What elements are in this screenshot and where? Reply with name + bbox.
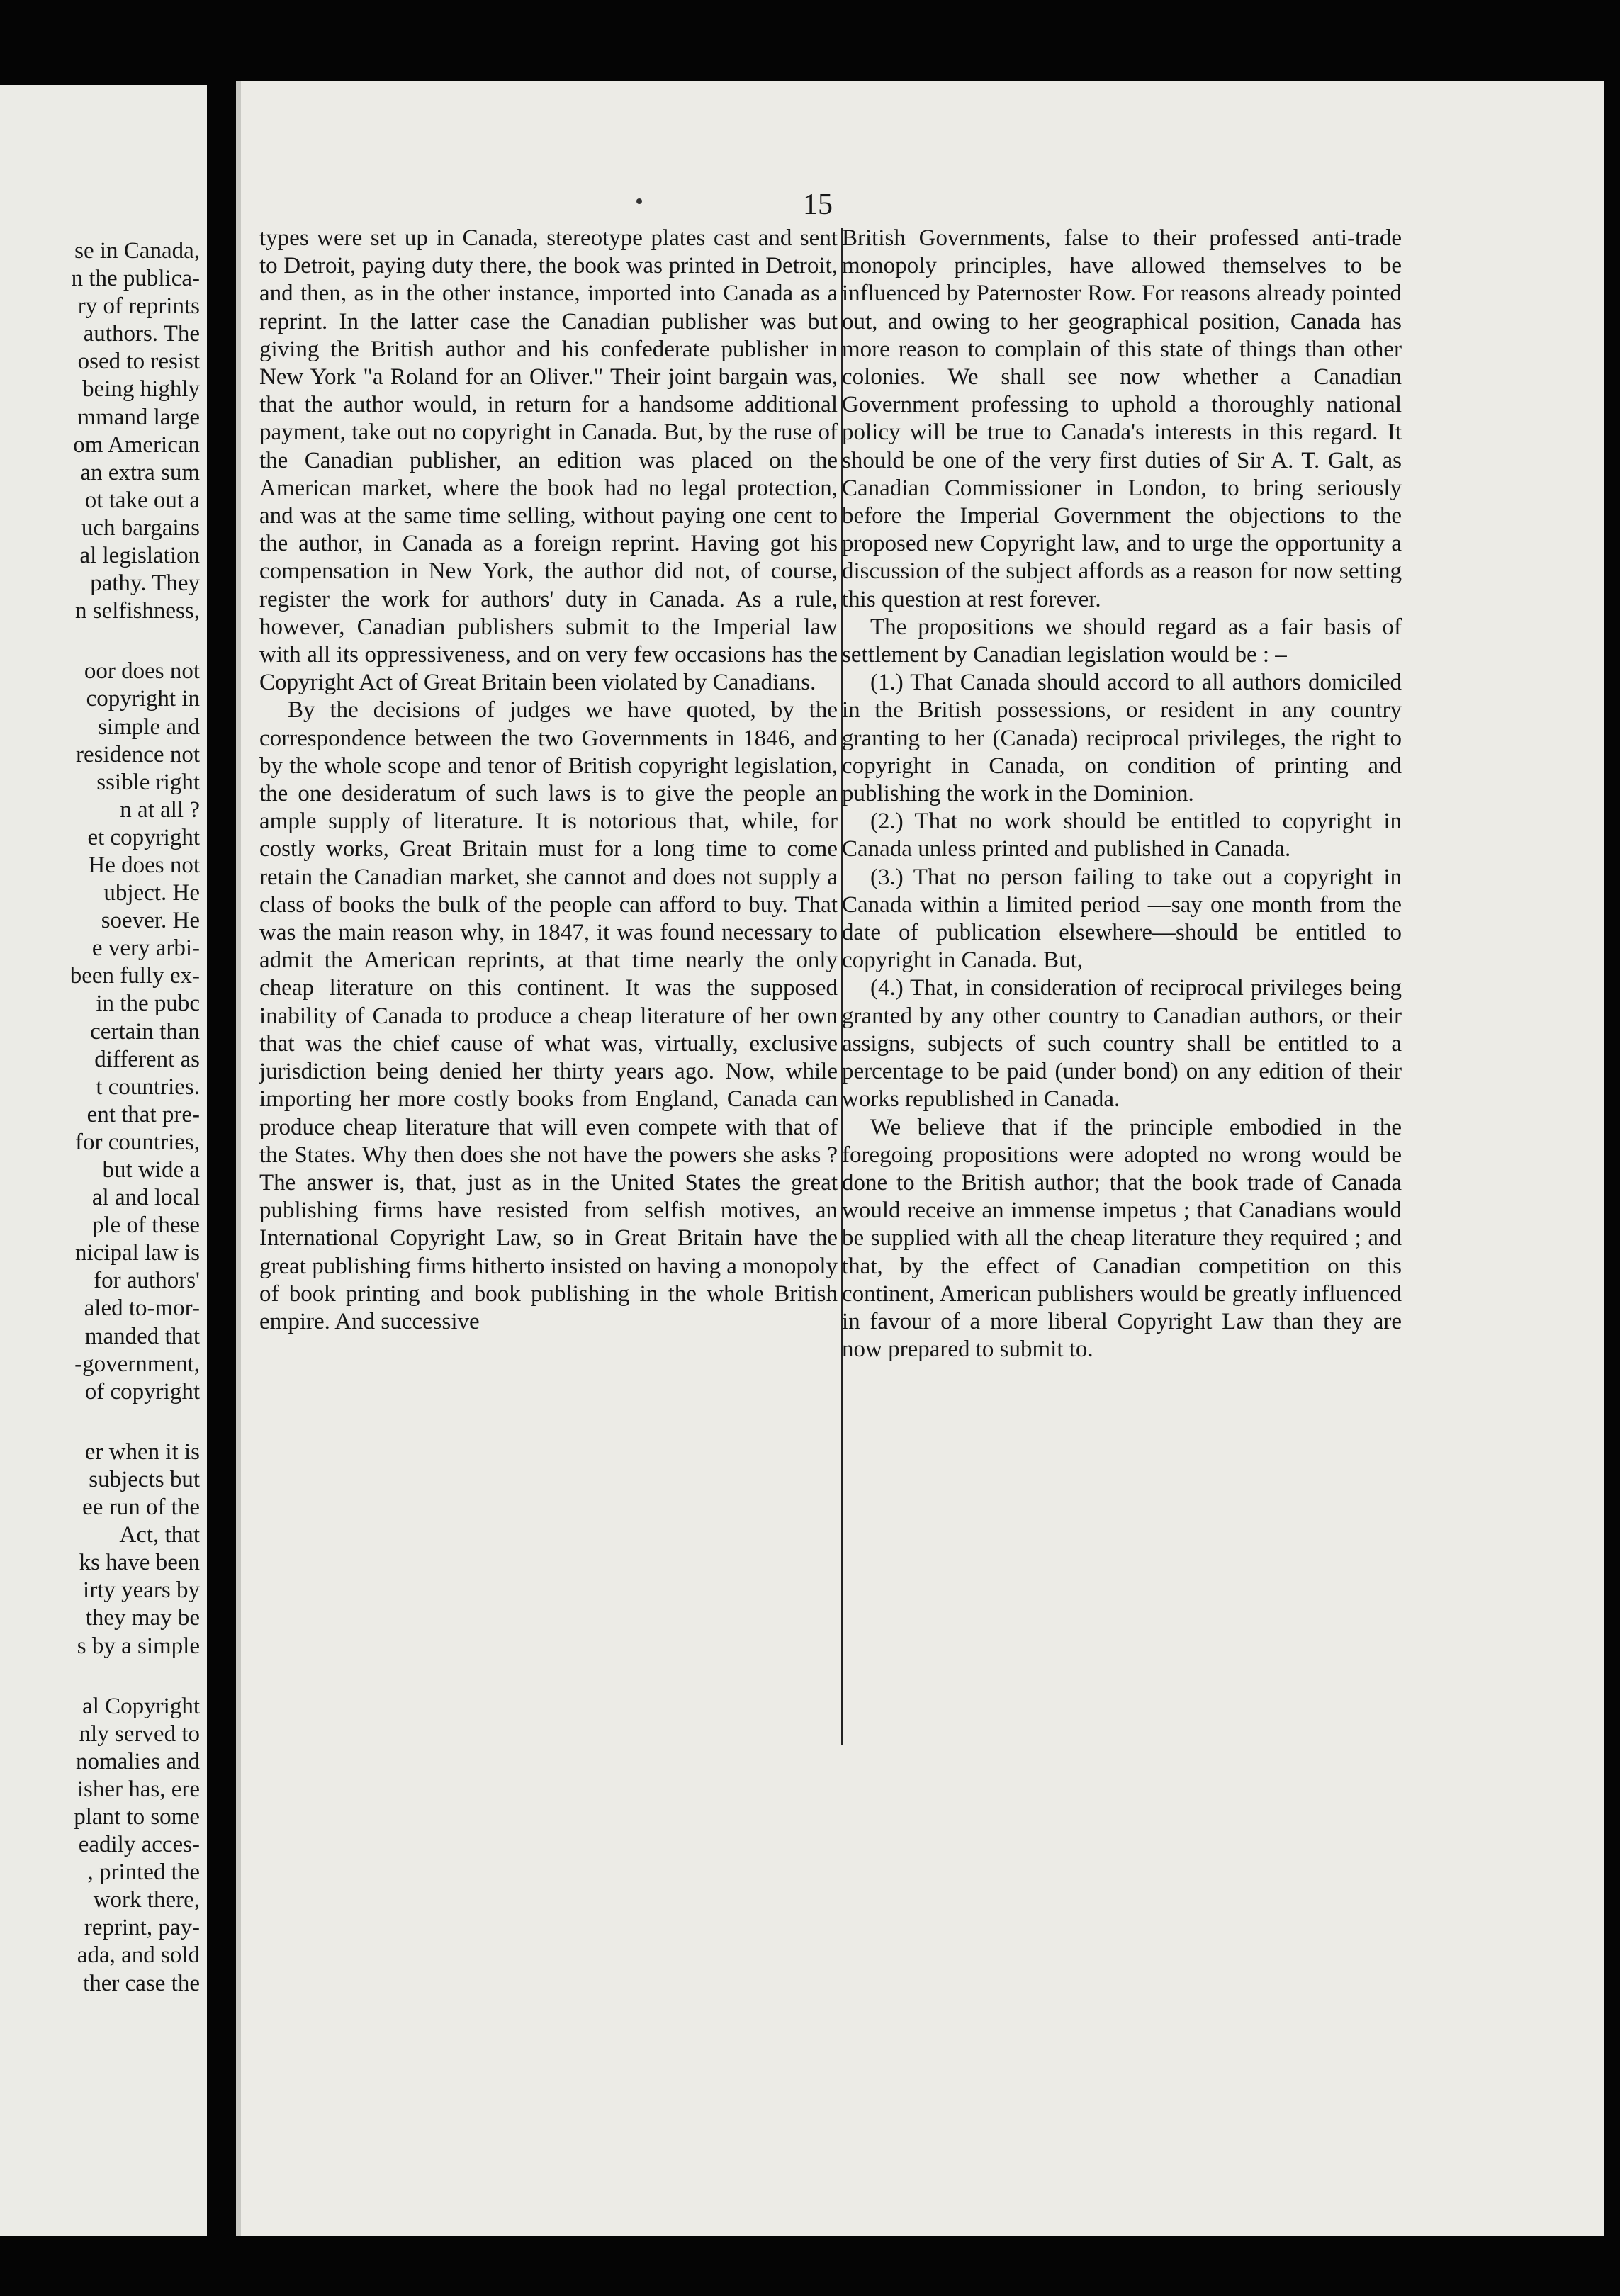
text-line: ent that pre-: [86, 1101, 200, 1127]
text-line: eadily acces-: [78, 1832, 200, 1858]
facing-page-text: [0, 237, 200, 1998]
paragraph: types were set up in Canada, stereotype plates cast and sent to Detroit, paying duty there, the book was printed in Detroit, and then, as in the other instance, imported into Canada as a reprint. In the latter case the Canadian publisher was but giving the British author and his confederate publisher in New York "a Roland for an Oliver." Their joint bargain was, that the author would, in return for a handsome additional payment, take out no copyright in Canada. But, by the ruse of the Canadian publisher, an edition was placed on the American market, where the book had no legal protection, and was at the same time selling, without paying one cent to the author, in Canada as a foreign reprint. Having got his compensation in New York, the author did not, of course, register the work for authors' duty in Canada. As a rule, however, Canadian publishers submit to the Imperial law with all its oppressiveness, and on very few occasions has the Copyright Act of Great Britain been violated by Canadians.: [259, 225, 838, 696]
facing-page-fragment: [0, 85, 207, 2236]
text-line: om American: [73, 432, 200, 458]
text-line: nomalies and: [75, 1748, 200, 1774]
text-line: al legislation: [79, 543, 200, 569]
text-line: authors. The: [83, 321, 200, 347]
text-line: ee run of the: [82, 1495, 200, 1521]
text-line: ada, and sold: [77, 1942, 200, 1969]
text-column-left: [259, 225, 838, 1336]
text-line: residence not: [75, 741, 200, 767]
text-line: , printed the: [87, 1859, 200, 1886]
text-line: n the publica-: [71, 266, 200, 292]
text-line: er when it is: [84, 1439, 200, 1465]
text-line: nicipal law is: [75, 1240, 200, 1266]
paragraph: By the decisions of judges we have quoted, by the correspondence between the two Governments in 1846, and by the whole scope and tenor of British copyright legislation, the one desideratum of such laws is to give the people an ample supply of literature. It is notorious that, while, for costly works, Great Britain must for a long time to come retain the Canadian market, she cannot and does not supply a class of books the bulk of the people can afford to buy. That was the main reason why, in 1847, it was found necessary to admit the American reprints, at that time nearly the only cheap literature on this continent. It was the supposed inability of Canada to produce a cheap literature of her own that was the chief cause of what was, virtually, exclusive jurisdiction being denied her thirty years ago. Now, while importing her more costly books from England, Canada can produce cheap literature that will even compete with that of the States. Why then does she not have the powers she asks ? The answer is, that, just as in the United States the great publishing firms have resisted from selfish motives, an International Copyright Law, so in Great Britain have the great publishing firms hitherto insisted on having a monopoly of book printing and book publishing in the whole British empire. And successive: [259, 697, 838, 1334]
text-line: ubject. He: [103, 880, 200, 906]
text-line: for countries,: [75, 1129, 200, 1155]
text-line: nly served to: [79, 1721, 200, 1747]
text-line: ks have been: [79, 1550, 200, 1576]
text-line: uch bargains: [81, 514, 200, 541]
text-line: ssible right: [96, 769, 200, 795]
text-line: copyright in: [86, 686, 200, 712]
paragraph: British Governments, false to their professed anti-trade monopoly principles, have allowed themselves to be influenced by Paternoster Row. For reasons already pointed out, and owing to her geographical position, Canada has more reason to complain of this state of things than other colonies. We shall see now whether a Canadian Government professing to uphold a thoroughly national policy will be true to Canada's interests in this regard. It should be one of the very first duties of Sir A. T. Galt, as Canadian Commissioner in London, to bring seriously before the Imperial Government the objections to the proposed new Copyright law, and to urge the opportunity a discussion of the subject affords as a reason for now setting this question at rest forever.: [842, 225, 1402, 612]
text-line: pathy. They: [90, 570, 200, 597]
text-line: plant to some: [74, 1803, 200, 1830]
text-line: an extra sum: [80, 459, 200, 485]
text-line: osed to resist: [77, 349, 200, 375]
text-line: mmand large: [77, 404, 200, 430]
text-line: work there,: [93, 1887, 200, 1913]
text-line: ple of these: [91, 1212, 200, 1239]
text-line: n selfishness,: [75, 598, 200, 624]
text-line: Act, that: [119, 1522, 200, 1548]
text-line: for authors': [94, 1268, 200, 1294]
proposition-3: (3.) That no person failing to take out a copyright in Canada within a limited period —say one month from the date of publication elsewhere—should be entitled to copyright in Canada. But,: [842, 864, 1402, 974]
text-line: He does not: [88, 852, 200, 878]
line-gap: [0, 1406, 200, 1439]
text-line: certain than: [90, 1018, 200, 1045]
text-line: of copyright: [84, 1378, 200, 1405]
print-speck: [636, 198, 642, 204]
text-line: in the pubc: [96, 991, 200, 1017]
line-gap: [0, 1660, 200, 1693]
paragraph: We believe that if the principle embodied in the foregoing propositions were adopted no wrong would be done to the British author; that the book trade of Canada would receive an immense impetus ; that Canadians would be supplied with all the cheap literature they required ; and that, by the effect of Canadian competition on this continent, American publishers would be greatly influenced in favour of a more liberal Copyright Law than they are now prepared to submit to.: [842, 1114, 1402, 1363]
text-line: al Copyright: [82, 1693, 200, 1719]
page-number: 15: [803, 188, 833, 221]
text-line: n at all ?: [120, 797, 200, 823]
text-line: ther case the: [83, 1970, 200, 1996]
text-line: aled to-mor-: [84, 1295, 200, 1322]
line-gap: [0, 625, 200, 658]
text-line: been fully ex-: [69, 963, 200, 989]
paragraph: The propositions we should regard as a fair basis of settlement by Canadian legislation would be : –: [842, 614, 1402, 668]
text-line: but wide a: [102, 1157, 200, 1183]
proposition-2: (2.) That no work should be entitled to copyright in Canada unless printed and published in Canada.: [842, 809, 1402, 862]
text-line: different as: [94, 1046, 200, 1072]
text-line: e very arbi-: [91, 935, 200, 962]
text-line: et copyright: [87, 824, 200, 850]
text-line: al and local: [91, 1185, 200, 1211]
text-line: s by a simple: [77, 1633, 200, 1659]
text-line: they may be: [85, 1605, 200, 1631]
text-line: oor does not: [84, 658, 200, 685]
text-line: ot take out a: [84, 487, 200, 513]
text-column-right: [842, 225, 1402, 1363]
text-line: -government,: [74, 1351, 200, 1377]
text-line: t countries.: [96, 1074, 200, 1100]
proposition-4: (4.) That, in consideration of reciprocal privileges being granted by any other country to Canadian authors, or their assigns, subjects of such country shall be entitled to a percentage to be paid (under bond) on any edition of their works republished in Canada.: [842, 975, 1402, 1113]
text-line: se in Canada,: [74, 238, 200, 264]
text-line: simple and: [98, 714, 200, 740]
text-line: soever. He: [101, 908, 200, 934]
text-line: irty years by: [83, 1577, 200, 1604]
text-line: manded that: [84, 1323, 200, 1349]
proposition-1: (1.) That Canada should accord to all authors domiciled in the British possessions, or resident in any country granting to her (Canada) reciprocal privileges, the right to copyright in Canada, on condition of printing and publishing the work in the Dominion.: [842, 670, 1402, 807]
text-line: being highly: [82, 376, 200, 403]
text-line: ry of reprints: [77, 293, 200, 320]
text-line: isher has, ere: [77, 1776, 200, 1802]
text-line: subjects but: [89, 1466, 200, 1492]
text-line: reprint, pay-: [84, 1915, 200, 1941]
